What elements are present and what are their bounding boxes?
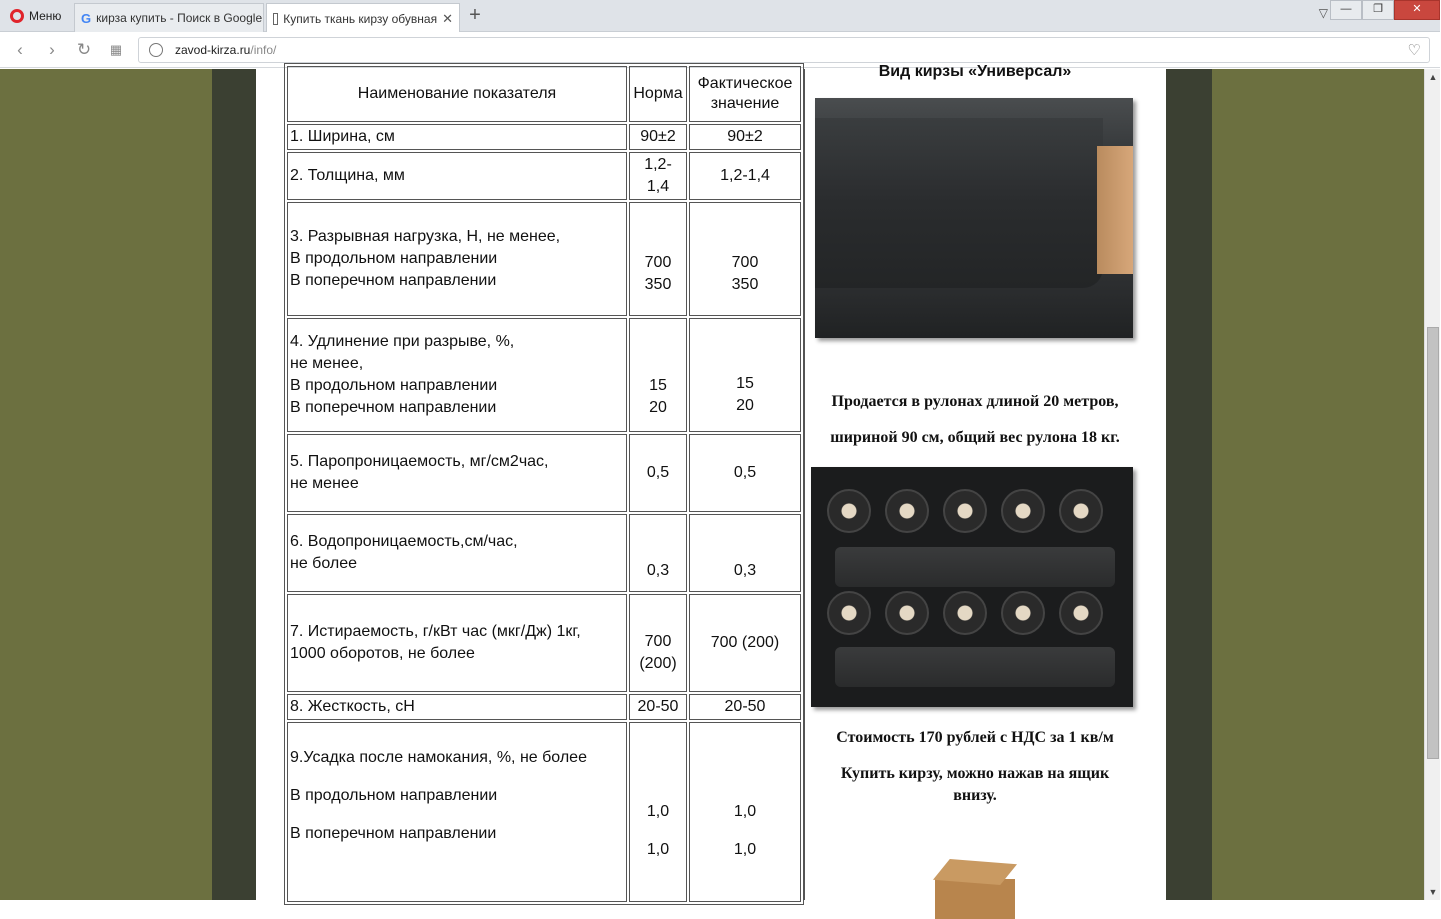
tab-menu-icon[interactable]: ▽: [1318, 6, 1328, 20]
page-icon: [273, 13, 278, 25]
header-name: Наименование показателя: [287, 66, 627, 122]
google-icon: G: [81, 10, 92, 26]
url-input[interactable]: [138, 37, 1430, 63]
row-norm: 1,0 1,0: [629, 722, 687, 902]
row-actual: 15 20: [689, 318, 801, 432]
table-row: [287, 124, 801, 150]
table-header-row: [287, 66, 801, 122]
close-icon[interactable]: ✕: [442, 10, 453, 26]
sidebar-title: Вид кирзы «Универсал»: [878, 63, 1072, 80]
roll-band: [835, 647, 1115, 687]
window-close-button[interactable]: ✕: [1394, 0, 1440, 20]
table-row: [287, 594, 801, 692]
page-viewport: [0, 63, 1424, 900]
back-icon[interactable]: ‹: [17, 40, 23, 59]
row-name: 8. Жесткость, сН: [287, 694, 627, 720]
table-row: [287, 318, 801, 432]
speed-dial-icon[interactable]: ▦: [109, 42, 123, 57]
table-row: [287, 722, 801, 902]
header-norm: Норма: [629, 66, 687, 122]
scrollbar-thumb[interactable]: [1427, 327, 1439, 759]
roll-band: [835, 547, 1115, 587]
vertical-scrollbar[interactable]: [1424, 69, 1440, 900]
row-name: 6. Водопроницаемость,см/час, не более: [287, 514, 627, 592]
table-row: [287, 514, 801, 592]
minimize-button[interactable]: —: [1330, 0, 1362, 20]
row-norm: 0,3: [629, 514, 687, 592]
scroll-up-arrow-icon[interactable]: ▲: [1428, 72, 1438, 82]
row-name: 7. Истираемость, г/кВт час (мкг/Дж) 1кг, 1000 оборотов, не более: [287, 594, 627, 692]
row-name: 3. Разрывная нагрузка, Н, не менее, В продольном направлении В поперечном направлении: [287, 202, 627, 316]
globe-icon: [149, 43, 163, 57]
bookmark-heart-icon[interactable]: ♡: [1407, 42, 1421, 59]
scroll-down-arrow-icon[interactable]: ▼: [1428, 887, 1438, 897]
opera-logo-icon: [10, 9, 24, 23]
tab-title: Купить ткань кирзу обувная: [283, 11, 438, 26]
buy-box-icon[interactable]: [925, 859, 1025, 909]
tab-google-search[interactable]: [74, 3, 264, 32]
table-row: [287, 202, 801, 316]
row-norm: 1,2- 1,4: [629, 152, 687, 200]
row-norm: 90±2: [629, 124, 687, 150]
opera-menu-button[interactable]: [4, 5, 68, 27]
rolls-row: [827, 489, 1103, 533]
row-name: 9.Усадка после намокания, %, не более В продольном направлении В поперечном направлении: [287, 722, 627, 902]
row-actual: 700 (200): [689, 594, 801, 692]
roll-length-text: Продается в рулонах длиной 20 метров,: [831, 393, 1119, 410]
row-norm: 700 (200): [629, 594, 687, 692]
tab-bar: [0, 0, 1440, 32]
row-norm: 20-50: [629, 694, 687, 720]
tab-kirza-page[interactable]: [266, 3, 460, 33]
table-row: [287, 694, 801, 720]
row-actual: 90±2: [689, 124, 801, 150]
row-actual: 1,2-1,4: [689, 152, 801, 200]
url-path: /info/: [250, 43, 277, 57]
row-actual: 20-50: [689, 694, 801, 720]
header-actual: Фактическое значение: [689, 66, 801, 122]
reload-icon[interactable]: ↻: [76, 40, 92, 59]
forward-icon[interactable]: ›: [49, 40, 55, 59]
row-actual: 0,3: [689, 514, 801, 592]
row-actual: 0,5: [689, 434, 801, 512]
menu-label: Меню: [29, 9, 62, 23]
row-norm: 700 350: [629, 202, 687, 316]
page-content: [256, 63, 1166, 900]
row-name: 4. Удлинение при разрыве, %, не менее, В продольном направлении В поперечном направлении: [287, 318, 627, 432]
specs-table: [284, 63, 804, 905]
table-row: [287, 152, 801, 200]
row-norm: 15 20: [629, 318, 687, 432]
row-norm: 0,5: [629, 434, 687, 512]
window-controls: [1330, 0, 1440, 22]
roll-shape: [815, 118, 1103, 288]
roll-core-shape: [1097, 146, 1133, 274]
product-sidebar: [804, 63, 1166, 900]
stacked-rolls-photo: [811, 467, 1133, 707]
row-name: 1. Ширина, см: [287, 124, 627, 150]
row-actual: 700 350: [689, 202, 801, 316]
url-host: zavod-kirza.ru: [175, 43, 251, 57]
buy-hint-text: Купить кирзу, можно нажав на ящик внизу.: [840, 765, 1110, 804]
row-actual: 1,0 1,0: [689, 722, 801, 902]
row-name: 2. Толщина, мм: [287, 152, 627, 200]
table-row: [287, 434, 801, 512]
price-text: Стоимость 170 рублей с НДС за 1 кв/м: [836, 729, 1114, 746]
fabric-roll-photo: [815, 98, 1133, 338]
tab-title: кирза купить - Поиск в Google: [96, 11, 263, 25]
roll-width-text: шириной 90 см, общий вес рулона 18 кг.: [830, 429, 1120, 446]
rolls-row: [827, 591, 1103, 635]
row-name: 5. Паропроницаемость, мг/см2час, не менее: [287, 434, 627, 512]
new-tab-button[interactable]: +: [469, 4, 481, 26]
restore-button[interactable]: ❐: [1362, 0, 1394, 20]
